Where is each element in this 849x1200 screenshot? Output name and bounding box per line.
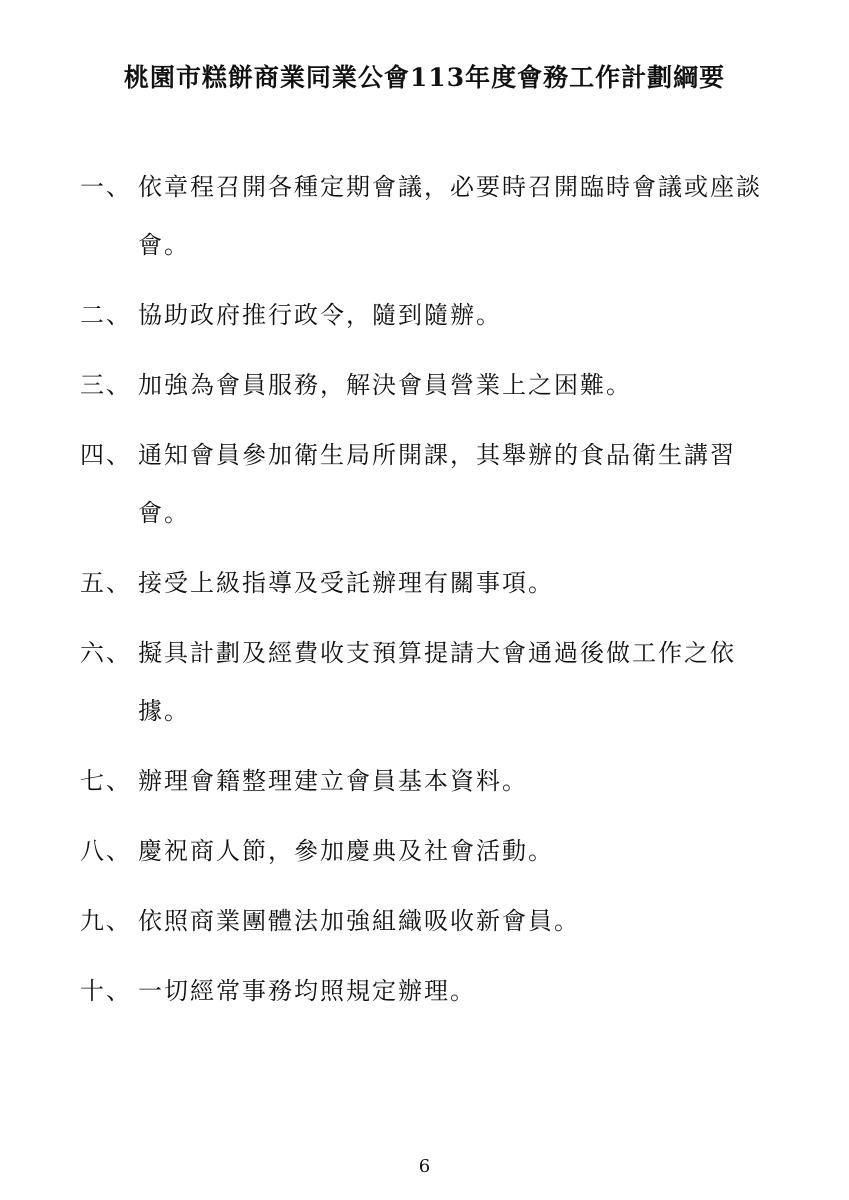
list-item [80,356,780,414]
item-number: 八、 [80,837,132,865]
list-item [80,286,780,344]
list-item [80,158,780,274]
item-text: 通知會員參加衛生局所開課，其舉辦的食品衛生講習會。 [138,441,736,527]
item-text: 接受上級指導及受託辦理有關事項。 [138,569,554,597]
item-number: 七、 [80,767,132,795]
list-item [80,752,780,810]
item-text: 辦理會籍整理建立會員基本資料。 [138,767,528,795]
item-text: 依章程召開各種定期會議，必要時召開臨時會議或座談會。 [138,173,762,259]
item-number: 四、 [80,441,132,469]
item-number: 五、 [80,569,132,597]
item-text: 擬具計劃及經費收支預算提請大會通過後做工作之依據。 [138,639,736,725]
work-plan-list [80,158,780,1032]
item-text: 慶祝商人節，參加慶典及社會活動。 [138,837,554,865]
item-text: 一切經常事務均照規定辦理。 [138,977,476,1005]
list-item [80,554,780,612]
item-text: 加強為會員服務，解決會員營業上之困難。 [138,371,632,399]
list-item [80,822,780,880]
item-number: 一、 [80,173,132,201]
list-item [80,426,780,542]
list-item [80,892,780,950]
list-item [80,962,780,1020]
item-text: 協助政府推行政令，隨到隨辦。 [138,301,502,329]
item-number: 十、 [80,977,132,1005]
item-number: 九、 [80,907,132,935]
item-text: 依照商業團體法加強組織吸收新會員。 [138,907,580,935]
page-title: 桃園市糕餅商業同業公會113年度會務工作計劃綱要 [123,63,726,92]
list-item [80,624,780,740]
item-number: 六、 [80,639,132,667]
page-number: 6 [418,1156,431,1177]
item-number: 三、 [80,371,132,399]
item-number: 二、 [80,301,132,329]
